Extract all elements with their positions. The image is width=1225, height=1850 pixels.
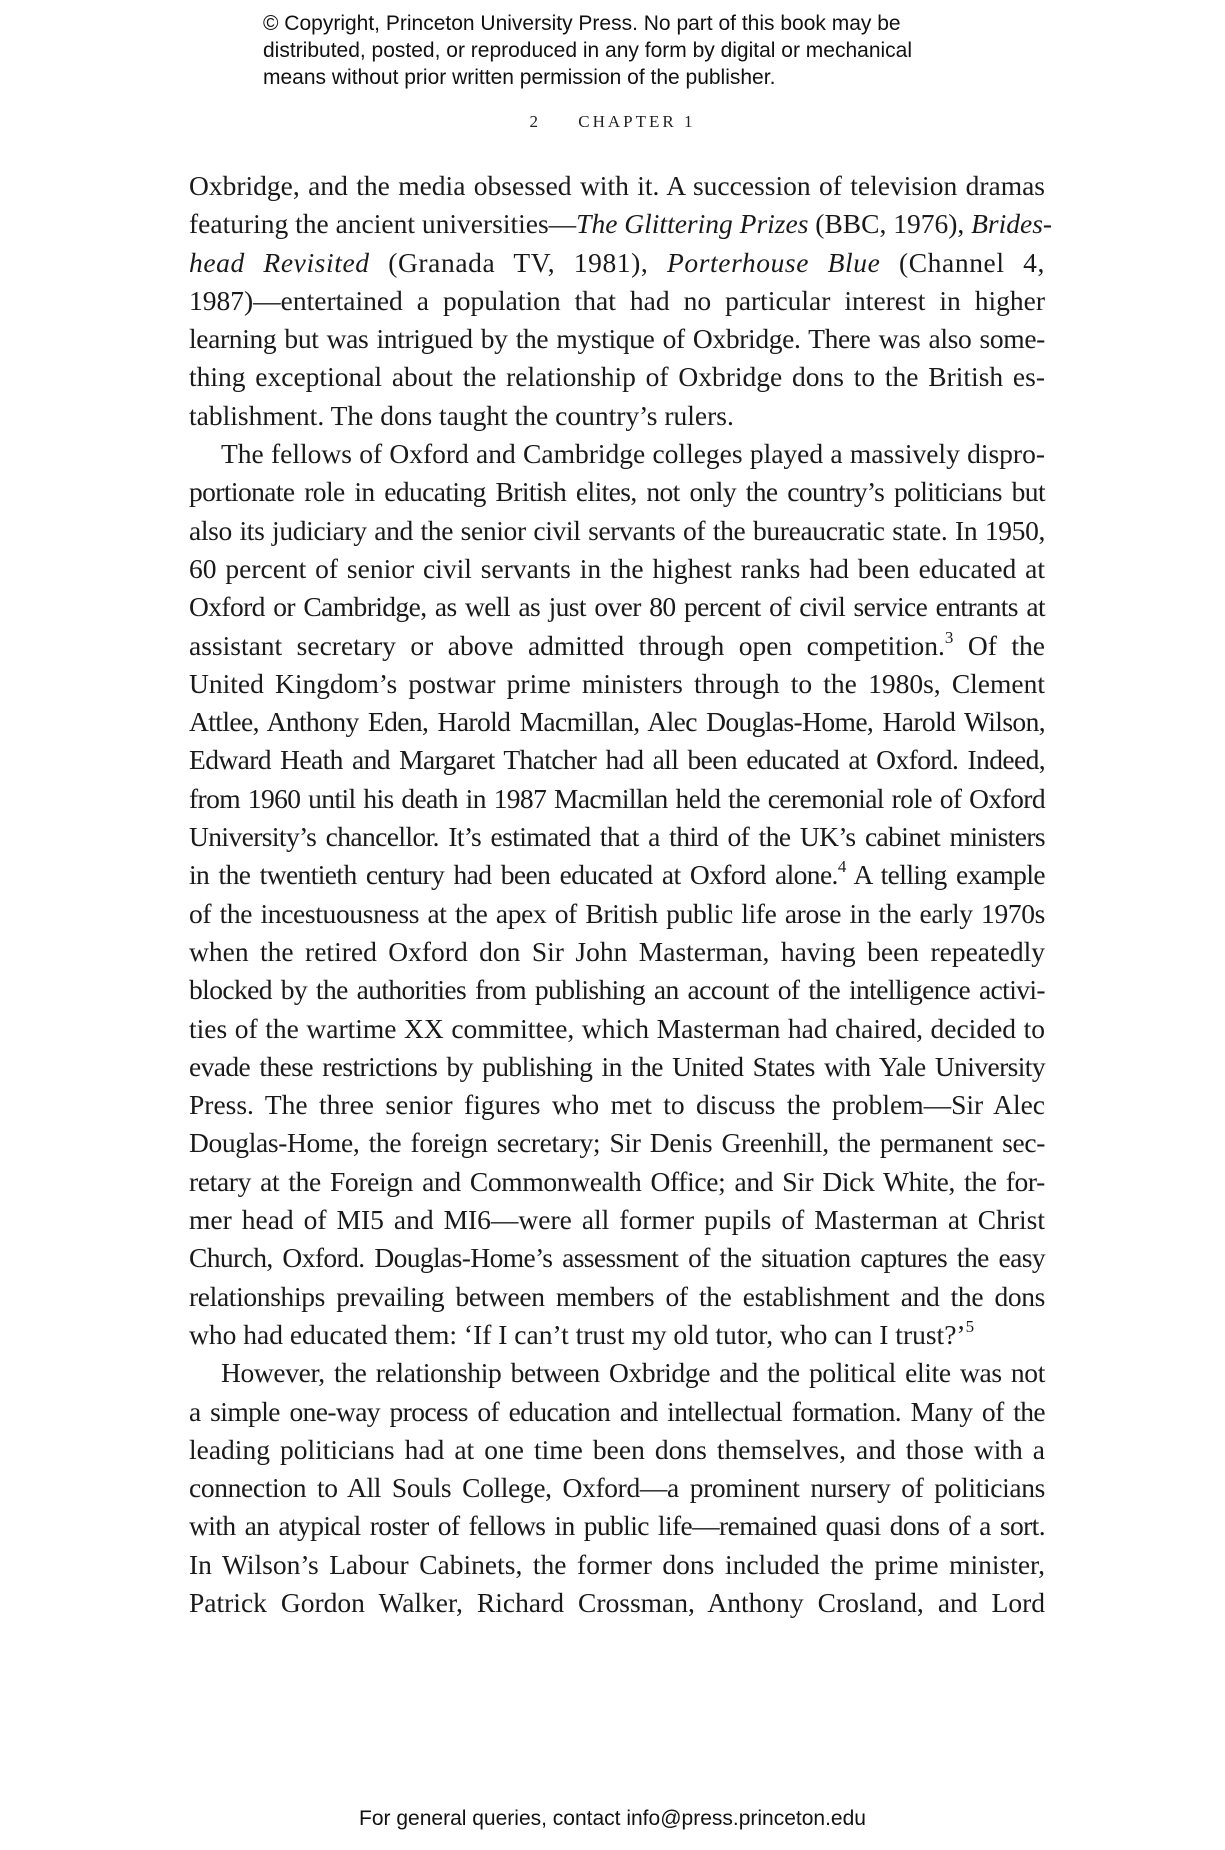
paragraph-start: However, the relationship between Oxbridge and the political elite was not: [221, 1357, 1045, 1389]
text-line: head Revisited (Granada TV, 1981), Porterhouse Blue (Channel 4,: [189, 246, 1045, 278]
page-number: 2: [529, 112, 542, 131]
paragraph-start: The fellows of Oxford and Cambridge colleges played a massively dispro-: [221, 438, 1045, 470]
text-line: also its judiciary and the senior civil servants of the bureaucratic state. In 1950,: [189, 514, 1045, 546]
text-line: evade these restrictions by publishing in the United States with Yale University: [189, 1050, 1045, 1082]
footer-contact: For general queries, contact info@press.princeton.edu: [359, 1807, 866, 1830]
text-line: assistant secretary or above admitted through open competition.$^3$ Of the: [189, 627, 1045, 661]
text-line: Press. The three senior figures who met to discuss the problem—Sir Alec: [189, 1089, 1045, 1121]
text-line: learning but was intrigued by the mystique of Oxbridge. There was also some-: [189, 323, 1045, 355]
text-line: in the twentieth century had been educated at Oxford alone.$^4$ A telling example: [189, 857, 1045, 891]
chapter-label: CHAPTER 1: [578, 112, 696, 131]
copyright-notice: [263, 10, 983, 91]
text-line: featuring the ancient universities—The Glittering Prizes (BBC, 1976), Brides-: [189, 208, 1053, 240]
text-line: Attlee, Anthony Eden, Harold Macmillan, Alec Douglas-Home, Harold Wilson,: [189, 706, 1045, 738]
text-line: Oxford or Cambridge, as well as just over 80 percent of civil service entrants at: [189, 591, 1045, 623]
text-line: who had educated them: ‘If I can’t trust my old tutor, who can I trust?’$^5$: [189, 1316, 975, 1350]
text-line: blocked by the authorities from publishing an account of the intelligence activi-: [189, 974, 1045, 1006]
text-line: with an atypical roster of fellows in public life—remained quasi dons of a sort.: [189, 1510, 1045, 1542]
running-head: [0, 112, 1225, 132]
text-line: connection to All Souls College, Oxford—a prominent nursery of politicians: [189, 1472, 1045, 1504]
text-line: thing exceptional about the relationship of Oxbridge dons to the British es-: [189, 361, 1045, 393]
copyright-line: means without prior written permission of the publisher.: [263, 66, 776, 89]
text-line: ties of the wartime XX committee, which Masterman had chaired, decided to: [189, 1012, 1045, 1044]
text-line: portionate role in educating British elites, not only the country’s politicians but: [189, 476, 1045, 508]
text-line: a simple one-way process of education and intellectual formation. Many of the: [189, 1395, 1045, 1427]
text-line: tablishment. The dons taught the country’s rulers.: [189, 399, 734, 431]
body-text: [189, 167, 1053, 1622]
text-line: when the retired Oxford don Sir John Masterman, having been repeatedly: [189, 935, 1045, 967]
italic-title: The Glittering Prizes: [576, 208, 809, 240]
text-line: relationships prevailing between members of the establishment and the dons: [189, 1280, 1045, 1312]
text-line: leading politicians had at one time been dons themselves, and those with a: [189, 1433, 1045, 1465]
italic-title: head Revisited: [189, 246, 370, 278]
text-line: Douglas-Home, the foreign secretary; Sir Denis Greenhill, the permanent sec-: [189, 1127, 1045, 1159]
text-line: retary at the Foreign and Commonwealth Office; and Sir Dick White, the for-: [189, 1165, 1045, 1197]
text-line: of the incestuousness at the apex of British public life arose in the early 1970s: [189, 897, 1045, 929]
italic-title: Porterhouse Blue: [666, 246, 881, 278]
text-line: mer head of MI5 and MI6—were all former pupils of Masterman at Christ: [189, 1204, 1045, 1236]
copyright-line: distributed, posted, or reproduced in any form by digital or mechanical: [263, 39, 913, 62]
text-line: Oxbridge, and the media obsessed with it. A succession of television dramas: [189, 170, 1045, 201]
text-line: United Kingdom’s postwar prime ministers through to the 1980s, Clement: [189, 667, 1045, 699]
text-line: Patrick Gordon Walker, Richard Crossman, Anthony Crosland, and Lord: [189, 1586, 1045, 1618]
italic-title: Brides-: [971, 208, 1053, 240]
text-line: In Wilson’s Labour Cabinets, the former dons included the prime minister,: [189, 1548, 1045, 1580]
text-line: Edward Heath and Margaret Thatcher had all been educated at Oxford. Indeed,: [189, 744, 1045, 776]
text-line: 1987)—entertained a population that had no particular interest in higher: [189, 284, 1045, 316]
text-line: from 1960 until his death in 1987 Macmillan held the ceremonial role of Oxford: [189, 782, 1045, 814]
text-line: 60 percent of senior civil servants in the highest ranks had been educated at: [189, 552, 1045, 584]
text-line: University’s chancellor. It’s estimated that a third of the UK’s cabinet ministers: [189, 821, 1045, 853]
footnote-marker[interactable]: 4: [837, 857, 846, 877]
footnote-marker[interactable]: 3: [944, 627, 954, 647]
text-line: Church, Oxford. Douglas-Home’s assessment of the situation captures the easy: [189, 1242, 1045, 1274]
copyright-line: © Copyright, Princeton University Press. No part of this book may be: [263, 12, 901, 35]
footnote-marker[interactable]: 5: [965, 1316, 975, 1336]
